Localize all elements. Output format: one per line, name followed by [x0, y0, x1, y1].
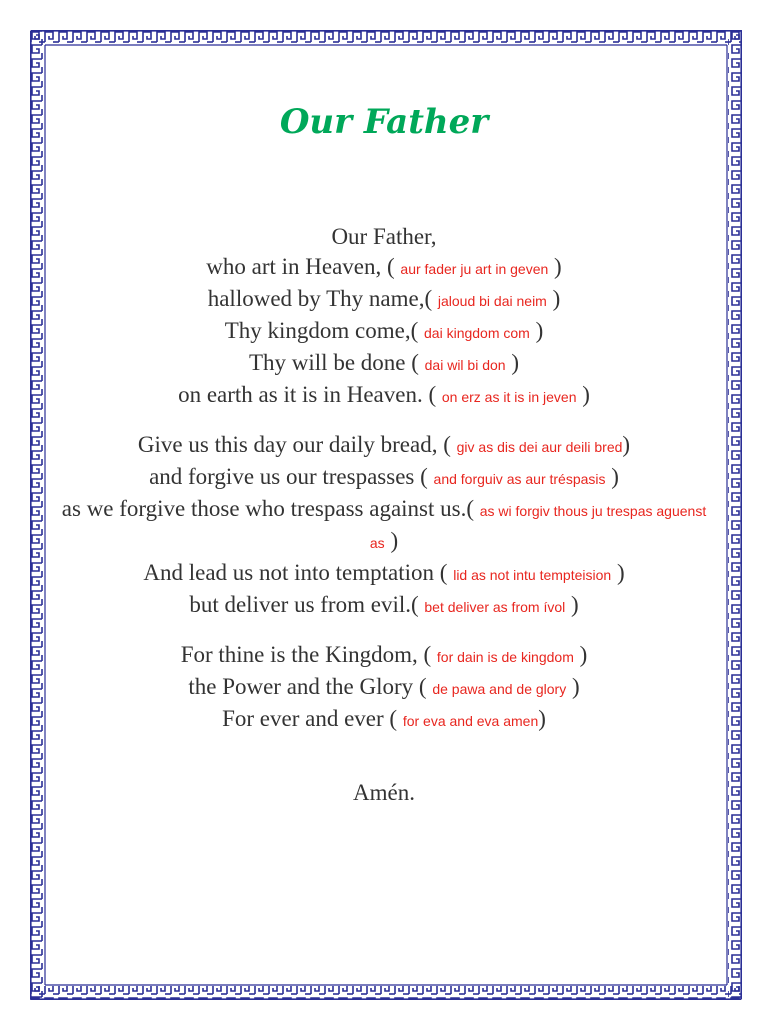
phonetic-transcription: aur fader ju art in geven [400, 261, 549, 277]
phonetic-transcription: for eva and eva amen [402, 713, 539, 729]
phonetic-transcription: dai kingdom com [424, 325, 530, 341]
phonetic-transcription: giv as dis dei aur deili bred [456, 439, 623, 455]
phonetic-transcription: dai wil bi don [424, 357, 506, 373]
prayer-line: hallowed by Thy name,( jaloud bi dai neim ) [207, 286, 561, 311]
closing-amen: Amén. [353, 780, 415, 805]
prayer-body [60, 222, 708, 808]
prayer-line: For ever and ever ( for eva and eva amen) [222, 706, 546, 731]
phonetic-transcription: as wi forgiv thous ju trespas aguenst as [369, 503, 707, 551]
phonetic-transcription: lid as not intu tempteision [453, 567, 612, 583]
prayer-line: For thine is the Kingdom, ( for dain is de kingdom ) [180, 642, 588, 667]
phonetic-transcription: for dain is de kingdom [436, 649, 574, 665]
prayer-line: Thy will be done ( dai wil bi don ) [248, 350, 519, 375]
prayer-line: the Power and the Glory ( de pawa and de glory ) [188, 674, 580, 699]
prayer-line: Our Father, [331, 224, 437, 249]
prayer-line-wrapped: as we forgive those who trespass against us.( as wi forgiv thous ju trespas aguenst as ) [61, 496, 707, 553]
prayer-line: and forgive us our trespasses ( and forguiv as aur tréspasis ) [149, 464, 619, 489]
prayer-line: Give us this day our daily bread, ( giv as dis dei aur deili bred) [137, 432, 631, 457]
prayer-line: who art in Heaven, ( aur fader ju art in geven ) [206, 254, 562, 279]
phonetic-transcription: jaloud bi dai neim [437, 293, 547, 309]
page-title: Our Father [279, 102, 489, 142]
prayer-line: on earth as it is in Heaven. ( on erz as it is in jeven ) [178, 382, 590, 407]
phonetic-transcription: on erz as it is in jeven [441, 389, 577, 405]
phonetic-transcription: bet deliver as from ívol [424, 599, 566, 615]
phonetic-transcription: de pawa and de glory [432, 681, 567, 697]
prayer-line: Thy kingdom come,( dai kingdom com ) [224, 318, 544, 343]
prayer-line: And lead us not into temptation ( lid as not intu tempteision ) [143, 560, 625, 585]
prayer-line: but deliver us from evil.( bet deliver as from ívol ) [189, 592, 579, 617]
phonetic-transcription: and forguiv as aur tréspasis [433, 471, 606, 487]
